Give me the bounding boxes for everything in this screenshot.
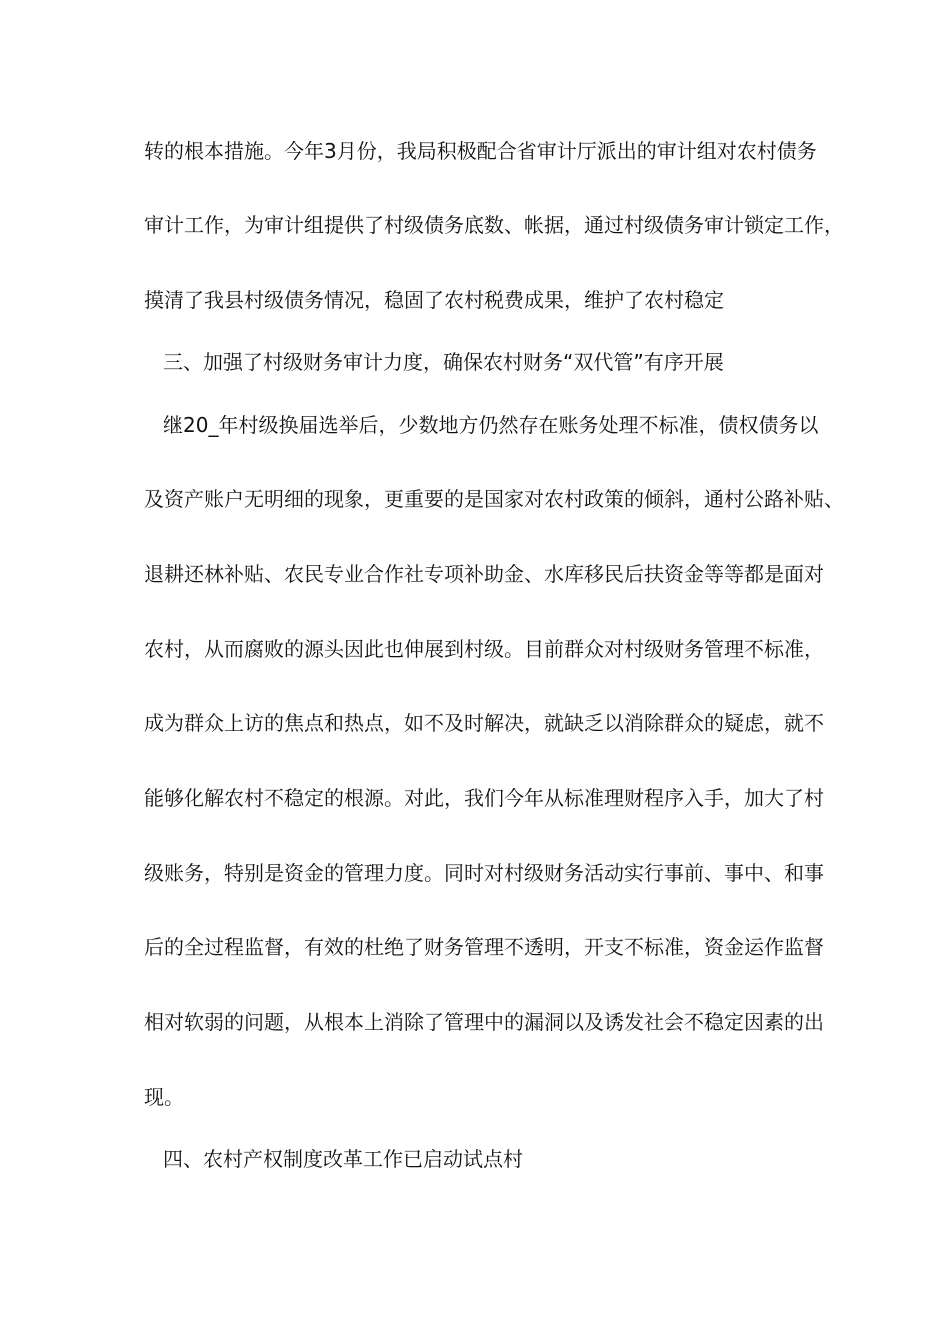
paragraph-line: 成为群众上访的焦点和热点，如不及时解决，就缺乏以消除群众的疑虑，就不 [144, 711, 824, 735]
paragraph-line: 审计工作，为审计组提供了村级债务底数、帐据，通过村级债务审计锁定工作， [144, 213, 844, 237]
paragraph-line: 转的根本措施。今年3月份，我局积极配合省审计厅派出的审计组对农村债务 [144, 139, 817, 163]
section-heading: 四、农村产权制度改革工作已启动试点村 [163, 1147, 523, 1171]
paragraph-line: 现。 [144, 1085, 184, 1109]
paragraph-line: 能够化解农村不稳定的根源。对此，我们今年从标准理财程序入手，加大了村 [144, 786, 824, 810]
paragraph-line: 级账务，特别是资金的管理力度。同时对村级财务活动实行事前、事中、和事 [144, 861, 824, 885]
section-heading: 三、加强了村级财务审计力度，确保农村财务“双代管”有序开展 [163, 350, 724, 374]
paragraph-line: 相对软弱的问题，从根本上消除了管理中的漏洞以及诱发社会不稳定因素的出 [144, 1010, 824, 1034]
paragraph-line: 及资产账户无明细的现象，更重要的是国家对农村政策的倾斜，通村公路补贴、 [144, 487, 844, 511]
paragraph-line: 后的全过程监督，有效的杜绝了财务管理不透明，开支不标准，资金运作监督 [144, 935, 824, 959]
paragraph-line: 农村，从而腐败的源头因此也伸展到村级。目前群众对村级财务管理不标准， [144, 637, 824, 661]
paragraph-line: 继20_年村级换届选举后，少数地方仍然存在账务处理不标准，债权债务以 [163, 413, 819, 437]
paragraph-line: 退耕还林补贴、农民专业合作社专项补助金、水库移民后扶资金等等都是面对 [144, 562, 824, 586]
paragraph-line: 摸清了我县村级债务情况，稳固了农村税费成果，维护了农村稳定 [144, 288, 724, 312]
